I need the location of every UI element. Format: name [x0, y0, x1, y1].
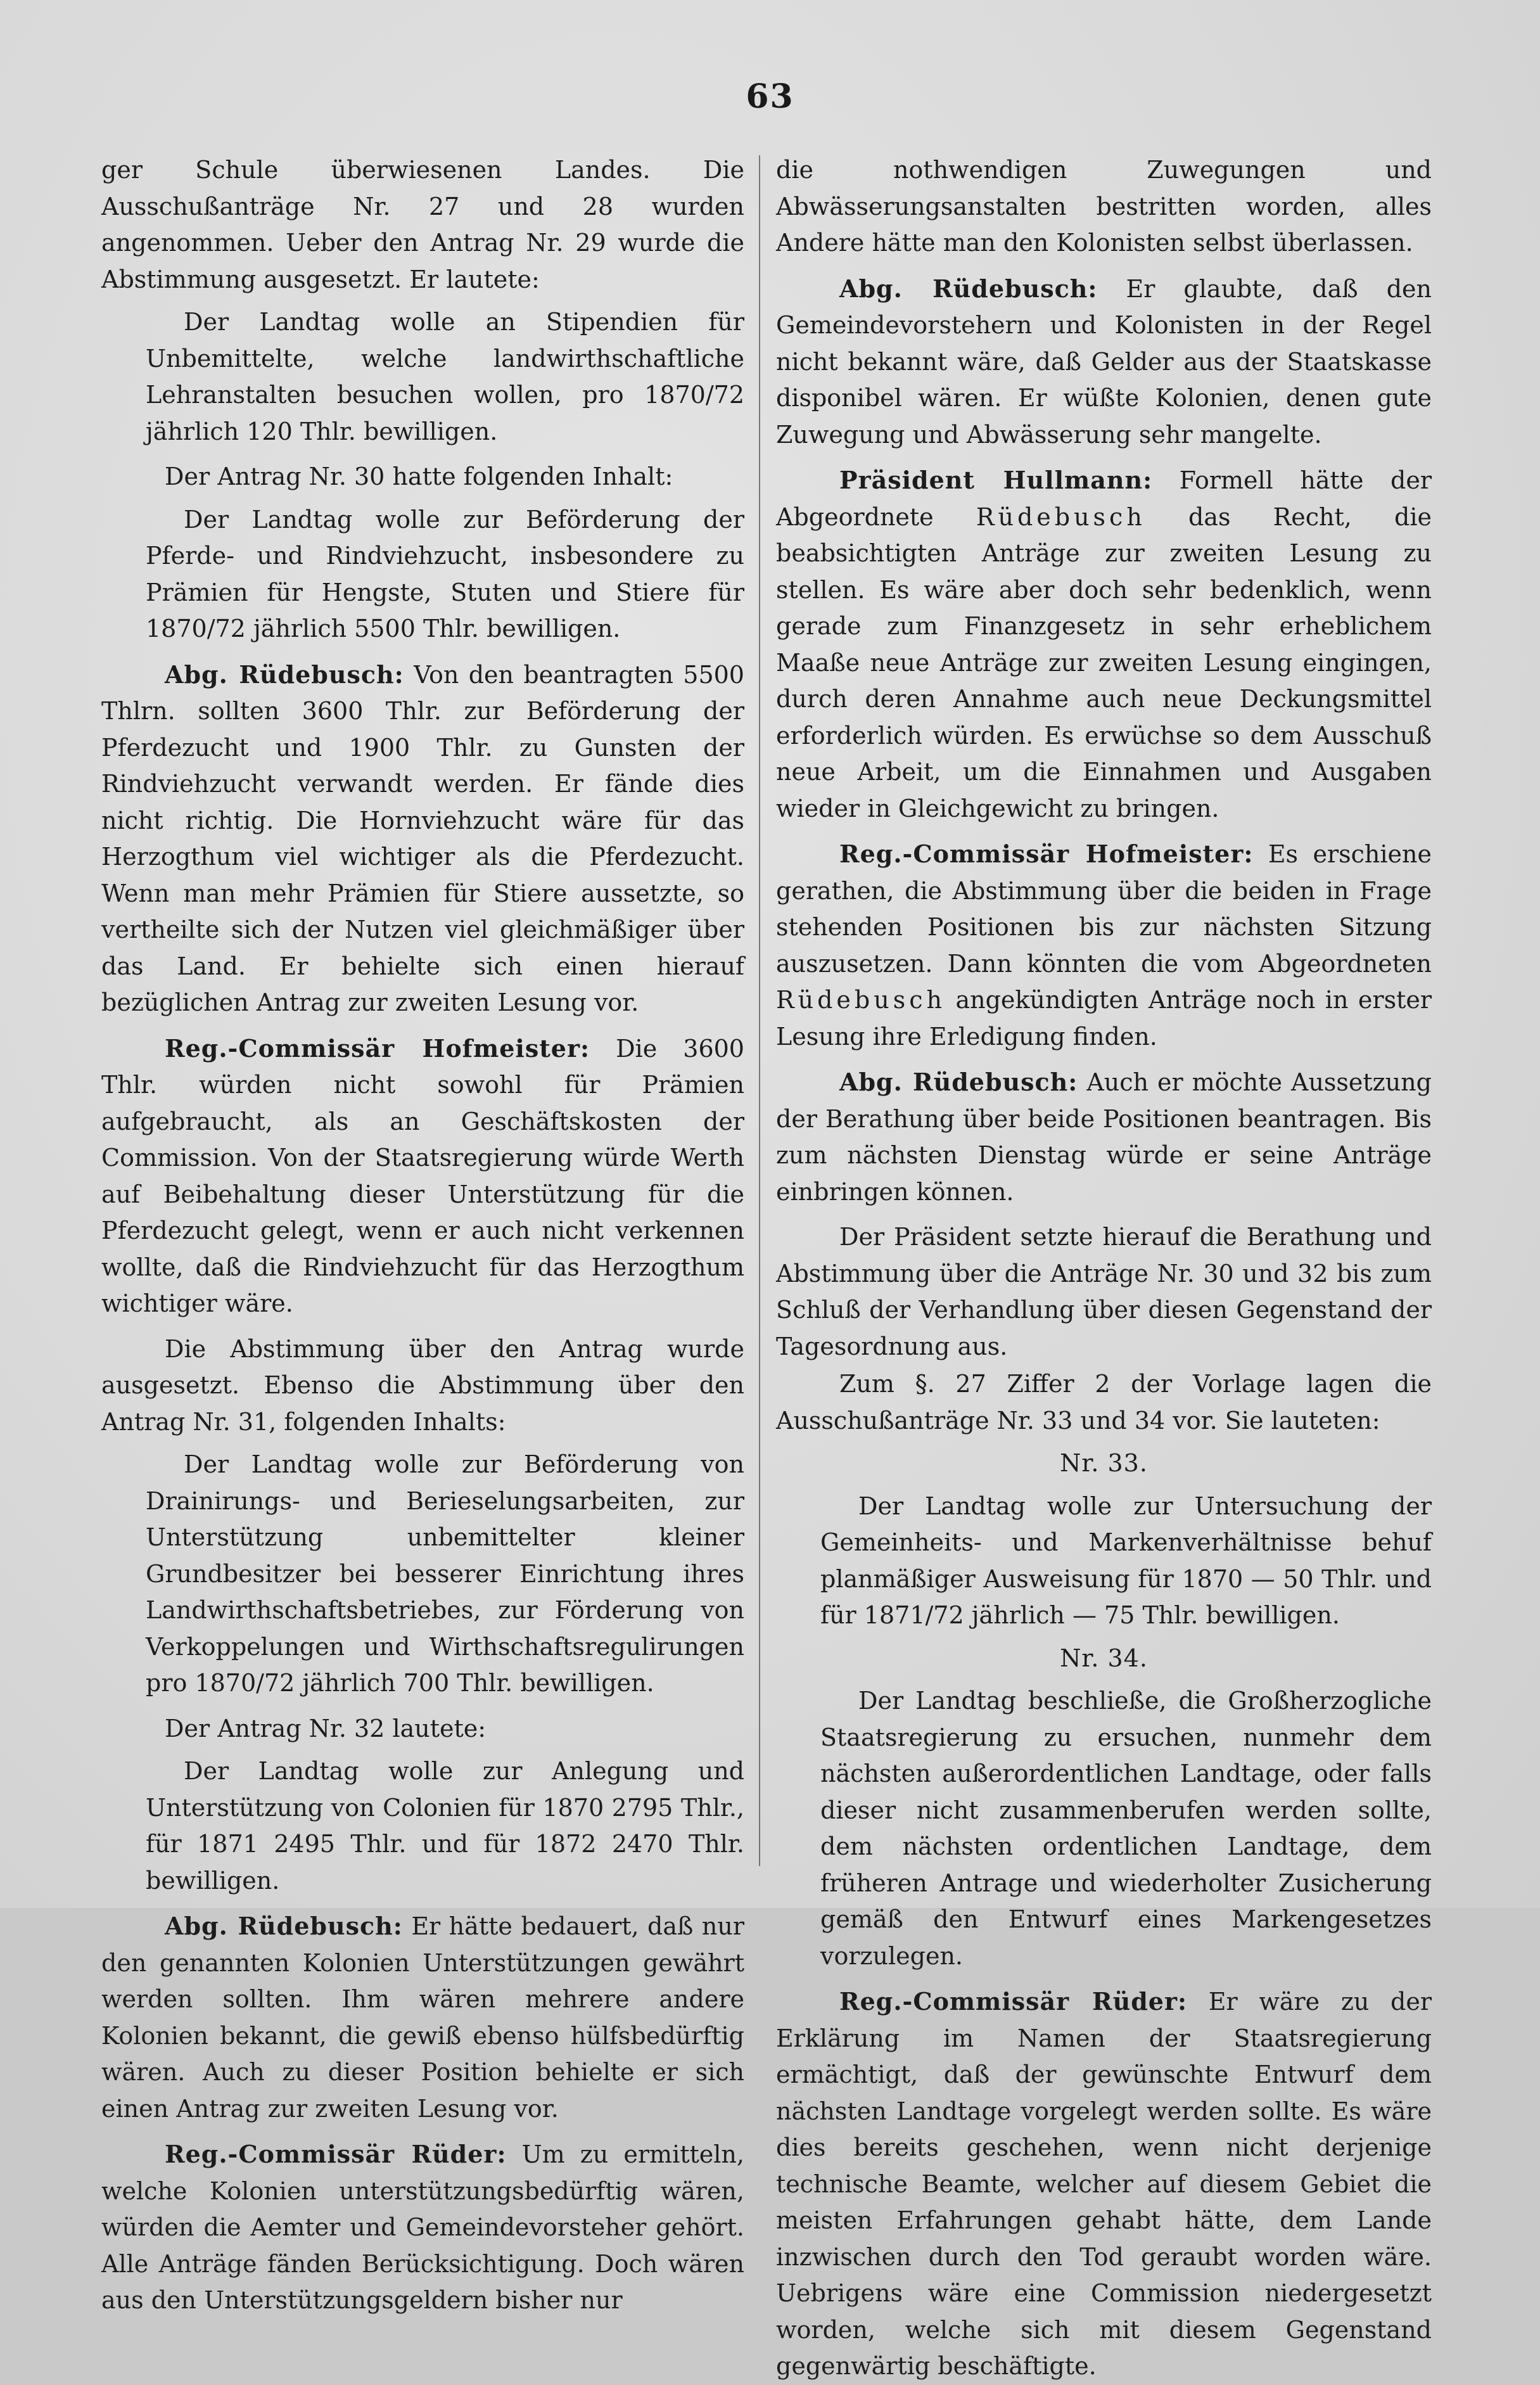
motion-text: Der Landtag wolle zur Anlegung und Unterstützung von Colonien für 1870 2795 Thlr., für 1871 2495 Thlr. und für 1872 2470 Thlr. bewilligen. [146, 1757, 744, 1895]
motion-number: Nr. 33. [1060, 1449, 1148, 1477]
paragraph: Der Antrag Nr. 30 hatte folgenden Inhalt: [165, 463, 673, 490]
motion-text: Der Landtag beschließe, die Großherzogliche Staatsregierung zu ersuchen, nunmehr dem nächsten außerordentlichen Landtage, oder falls dieser nicht zusammenberufen werden sollte, dem nächsten ordentlichen Landtage, dem früheren Antrage und wiederholter Zusicherung gemäß den Entwurf eines Markengesetzes vorzulegen. [820, 1687, 1432, 1970]
speech-text: angekündigten Anträge noch in erster Lesung ihre Erledigung finden. [776, 986, 1432, 1051]
speech-text: das Recht, die beabsichtigten Anträge zur zweiten Lesung zu stellen. Es wäre aber doch sehr bedenklich, wenn gerade zum Finanzgesetz in sehr erheblichem Maaße neue Anträge zur zweiten Lesung eingingen, durch deren Annahme auch neue Deckungsmittel erforderlich würden. Es erwüchse so dem Ausschuß neue Arbeit, um die Einnahmen und Ausgaben wieder in Gleichgewicht zu bringen. [776, 502, 1432, 822]
speech-text: Die 3600 Thlr. würden nicht sowohl für Prämien aufgebraucht, als an Geschäftskosten der Commission. Von der Staatsregierung würde Werth auf Beibehaltung dieser Unterstützung für die Pferdezucht gelegt, wenn er auch nicht verkennen wollte, daß die Rindviehzucht für das Herzogthum wichtiger wäre. [101, 1034, 744, 1317]
speech-paragraph [101, 2136, 744, 2319]
speaker-name: Abg. Rüdebusch: [165, 660, 404, 689]
speech-text: Formell hätte der Abgeordnete [776, 466, 1432, 531]
motion-text: Der Landtag wolle zur Beförderung von Drainirungs- und Berieselungsarbeiten, zur Unterstützung unbemittelter kleiner Grundbesitzer bei besserer Einrichtung ihres Landwirthschaftsbetriebes, zur Förderung von Verkoppelungen und Wirthschaftsregulirungen pro 1870/72 jährlich 700 Thlr. bewilligen. [146, 1450, 744, 1697]
speaker-name: Reg.-Commissär Rüder: [165, 2140, 507, 2168]
speech-paragraph [101, 656, 744, 1021]
paragraph: die nothwendigen Zuwegungen und Abwässerungsanstalten bestritten worden, alles Andere hätte man den Kolonisten selbst überlassen. [776, 156, 1432, 257]
speaker-name: Abg. Rüdebusch: [165, 1912, 403, 1940]
paragraph: Der Antrag Nr. 32 lautete: [165, 1714, 487, 1742]
right-column [776, 152, 1432, 2385]
speech-text: Von den beantragten 5500 Thlrn. sollten 3600 Thlr. zur Beförderung der Pferdezucht und 1900 Thlr. zu Gunsten der Rindviehzucht verwandt werden. Er fände dies nicht richtig. Die Hornviehzucht wäre für das Herzogthum viel wichtiger als die Pferdezucht. Wenn man mehr Prämien für Stiere aussetzte, so vertheilte sich der Nutzen viel gleichmäßiger über das Land. Er behielte sich einen hierauf bezüglichen Antrag zur zweiten Lesung vor. [101, 660, 744, 1016]
speech-text: Er glaubte, daß den Gemeindevorstehern und Kolonisten in der Regel nicht bekannt wäre, daß Gelder aus der Staatskasse disponibel wären. Er wüßte Kolonien, denen gute Zuwegung und Abwässerung sehr mangelte. [776, 274, 1432, 449]
speaker-name: Abg. Rüdebusch: [839, 1068, 1078, 1096]
motion-text: Der Landtag wolle zur Untersuchung der Gemeinheits- und Markenverhältnisse behuf planmäßiger Ausweisung für 1870 — 50 Thlr. und für 1871/72 jährlich — 75 Thlr. bewilligen. [820, 1492, 1432, 1629]
speech-text: Es erschiene gerathen, die Abstimmung über die beiden in Frage stehenden Positionen bis zur nächsten Sitzung auszusetzen. Dann könnten die vom Abgeordneten [776, 840, 1432, 978]
column-divider [759, 155, 760, 1866]
paragraph: Der Präsident setzte hierauf die Berathung und Abstimmung über die Anträge Nr. 30 und 32 bis zum Schluß der Verhandlung über diesen Gegenstand der Tagesordnung aus. [776, 1223, 1432, 1360]
spaced-name: Rüdebusch [776, 986, 946, 1014]
paragraph: Zum §. 27 Ziffer 2 der Vorlage lagen die Ausschußanträge Nr. 33 und 34 vor. Sie lauteten: [776, 1370, 1432, 1435]
motion-text: Der Landtag wolle zur Beförderung der Pferde- und Rindviehzucht, insbesondere zu Prämien für Hengste, Stuten und Stiere für 1870/72 jährlich 5500 Thlr. bewilligen. [146, 505, 744, 643]
speaker-name: Reg.-Commissär Hofmeister: [165, 1033, 590, 1063]
speech-paragraph [776, 1983, 1432, 2385]
speech-text: Er hätte bedauert, daß nur den genannten Kolonien Unterstützungen gewährt werden sollten. Ihm wären mehrere andere Kolonien bekannt, die gewiß ebenso hülfsbedürftig wären. Auch zu dieser Position behielte er sich einen Antrag zur zweiten Lesung vor. [101, 1912, 744, 2123]
speech-text: Auch er möchte Aussetzung der Berathung über beide Positionen beantragen. Bis zum nächsten Dienstag würde er seine Anträge einbringen können. [776, 1068, 1432, 1206]
motion-number: Nr. 34. [1060, 1644, 1148, 1672]
left-column [101, 152, 744, 2319]
page-number: 63 [746, 77, 794, 116]
paragraph: ger Schule überwiesenen Landes. Die Ausschußanträge Nr. 27 und 28 wurden angenommen. Ueber den Antrag Nr. 29 wurde die Abstimmung ausgesetzt. Er lautete: [101, 156, 744, 293]
speech-paragraph [776, 836, 1432, 1055]
speaker-name: Reg.-Commissär Hofmeister: [839, 840, 1254, 868]
speaker-name: Abg. Rüdebusch: [839, 274, 1098, 303]
speech-paragraph [101, 1030, 744, 1322]
speech-paragraph [776, 1064, 1432, 1210]
speech-text: Er wäre zu der Erklärung im Namen der Staatsregierung ermächtigt, daß der gewünschte Entwurf dem nächsten Landtage vorgelegt werden sollte. Es wäre dies bereits geschehen, wenn nicht derjenige technische Beamte, welcher auf diesem Gebiet die meisten Erfahrungen gehabt hätte, dem Lande inzwischen durch den Tod geraubt worden wäre. Uebrigens wäre eine Commission niedergesetzt worden, welche sich mit diesem Gegenstand gegenwärtig beschäftigte. [776, 1988, 1432, 2380]
motion-text: Der Landtag wolle an Stipendien für Unbemittelte, welche landwirthschaftliche Lehranstalten besuchen wollen, pro 1870/72 jährlich 120 Thlr. bewilligen. [146, 308, 744, 445]
paragraph: Die Abstimmung über den Antrag wurde ausgesetzt. Ebenso die Abstimmung über den Antrag Nr. 31, folgenden Inhalts: [101, 1334, 744, 1436]
speaker-name: Präsident Hullmann: [839, 466, 1153, 494]
speaker-name: Reg.-Commissär Rüder: [839, 1987, 1188, 2016]
speech-paragraph [101, 1908, 744, 2127]
speech-text: Um zu ermitteln, welche Kolonien unterstützungsbedürftig wären, würden die Aemter und Gemeindevorsteher gehört. Alle Anträge fänden Berücksichtigung. Doch wären aus den Unterstützungsgeldern bisher nur [101, 2140, 744, 2314]
spaced-name: Rüdebusch [976, 502, 1146, 531]
speech-paragraph [776, 271, 1432, 454]
speech-paragraph [776, 462, 1432, 827]
